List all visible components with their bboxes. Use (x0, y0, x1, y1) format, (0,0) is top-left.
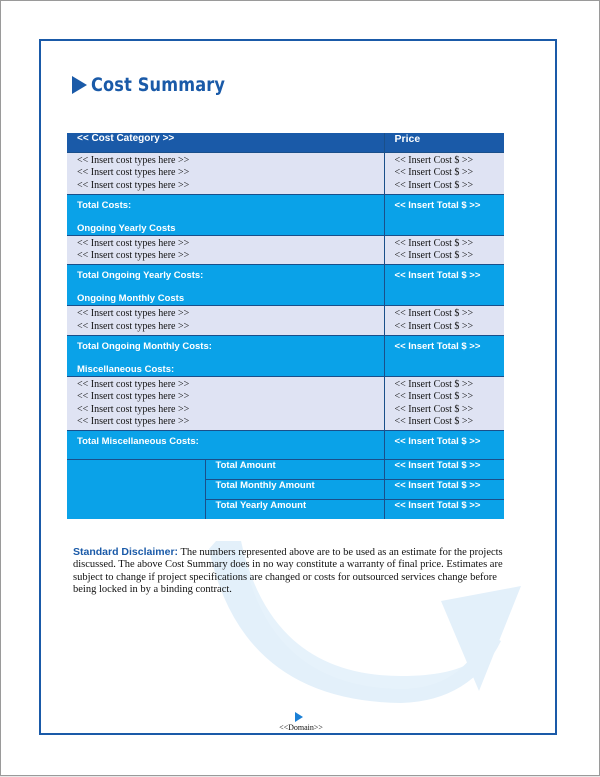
cost-value-item: << Insert Cost $ >> (394, 179, 474, 191)
cost-items-row (67, 153, 504, 195)
total-label: Total Costs: (77, 199, 132, 211)
total-value-cell (384, 431, 504, 460)
section-heading: Miscellaneous Costs: (77, 364, 175, 376)
cost-items-row (67, 377, 504, 431)
footer-domain: <<Domain>> (279, 723, 323, 732)
total-label-cell (67, 336, 384, 377)
title-block (72, 72, 249, 98)
table-header-row (67, 133, 504, 153)
summary-spacer-cell (67, 460, 205, 480)
cost-values-cell (384, 377, 504, 431)
summary-label: Total Monthly Amount (205, 480, 384, 500)
cost-summary-table (67, 133, 504, 519)
total-value: << Insert Total $ >> (394, 341, 481, 353)
cost-type-item: << Insert cost types here >> (77, 403, 190, 415)
cost-type-item: << Insert cost types here >> (77, 308, 190, 320)
total-row (67, 265, 504, 306)
summary-row (67, 480, 504, 500)
total-value-cell (384, 265, 504, 306)
cost-type-item: << Insert cost types here >> (77, 167, 190, 179)
total-row (67, 194, 504, 235)
cost-values-cell (384, 306, 504, 336)
summary-spacer-cell (67, 480, 205, 500)
standard-disclaimer (73, 546, 513, 596)
page-title: Cost Summary (91, 74, 226, 96)
cost-value-item: << Insert Cost $ >> (394, 167, 474, 179)
total-label-cell (67, 431, 384, 460)
total-row (67, 336, 504, 377)
total-row (67, 431, 504, 460)
cost-value-item: << Insert Cost $ >> (394, 320, 474, 332)
footer-play-icon (295, 712, 303, 722)
total-value: << Insert Total $ >> (394, 270, 481, 282)
section-heading: Ongoing Monthly Costs (77, 293, 185, 305)
cost-type-item: << Insert cost types here >> (77, 379, 190, 391)
cost-types-cell (67, 377, 384, 431)
total-label-cell (67, 265, 384, 306)
cost-value-item: << Insert Cost $ >> (394, 155, 474, 166)
cost-items-row (67, 306, 504, 336)
total-value: << Insert Total $ >> (394, 199, 481, 211)
disclaimer-text: The numbers represented above are to be used as an estimate for the projects discussed. The above Cost Summary does in no way constitute a warranty of final price. Estimates are subject to change if project specifications are changed or costs for outsourced services change before being locked in by a binding contract. (73, 547, 503, 595)
summary-value: << Insert Total $ >> (384, 480, 504, 500)
section-heading: Ongoing Yearly Costs (77, 222, 176, 234)
cost-types-cell (67, 153, 384, 195)
cost-value-item: << Insert Cost $ >> (394, 237, 474, 249)
cost-value-item: << Insert Cost $ >> (394, 403, 474, 415)
summary-value: << Insert Total $ >> (384, 460, 504, 480)
cost-value-item: << Insert Cost $ >> (394, 379, 474, 391)
cost-values-cell (384, 235, 504, 265)
summary-row (67, 500, 504, 520)
summary-value: << Insert Total $ >> (384, 500, 504, 520)
cost-type-item: << Insert cost types here >> (77, 415, 190, 427)
header-price: Price (384, 133, 504, 153)
total-label: Total Miscellaneous Costs: (77, 436, 199, 448)
cost-type-item: << Insert cost types here >> (77, 391, 190, 403)
play-arrow-icon (72, 76, 87, 94)
total-value: << Insert Total $ >> (394, 436, 481, 448)
cost-value-item: << Insert Cost $ >> (394, 308, 474, 320)
cost-value-item: << Insert Cost $ >> (394, 250, 474, 262)
summary-spacer-cell (67, 500, 205, 520)
cost-type-item: << Insert cost types here >> (77, 179, 190, 191)
cost-type-item: << Insert cost types here >> (77, 155, 190, 166)
summary-row (67, 460, 504, 480)
summary-label: Total Amount (205, 460, 384, 480)
cost-items-row (67, 235, 504, 265)
total-value-cell (384, 194, 504, 235)
summary-label: Total Yearly Amount (205, 500, 384, 520)
cost-value-item: << Insert Cost $ >> (394, 415, 474, 427)
cost-value-item: << Insert Cost $ >> (394, 391, 474, 403)
total-label: Total Ongoing Yearly Costs: (77, 270, 204, 282)
cost-types-cell (67, 235, 384, 265)
total-value-cell (384, 336, 504, 377)
disclaimer-label: Standard Disclaimer: (73, 546, 179, 558)
total-label: Total Ongoing Monthly Costs: (77, 341, 212, 353)
total-label-cell (67, 194, 384, 235)
header-cost-category: << Cost Category >> (67, 133, 384, 153)
cost-types-cell (67, 306, 384, 336)
cost-type-item: << Insert cost types here >> (77, 237, 190, 249)
cost-type-item: << Insert cost types here >> (77, 250, 190, 262)
cost-type-item: << Insert cost types here >> (77, 320, 190, 332)
cost-values-cell (384, 153, 504, 195)
